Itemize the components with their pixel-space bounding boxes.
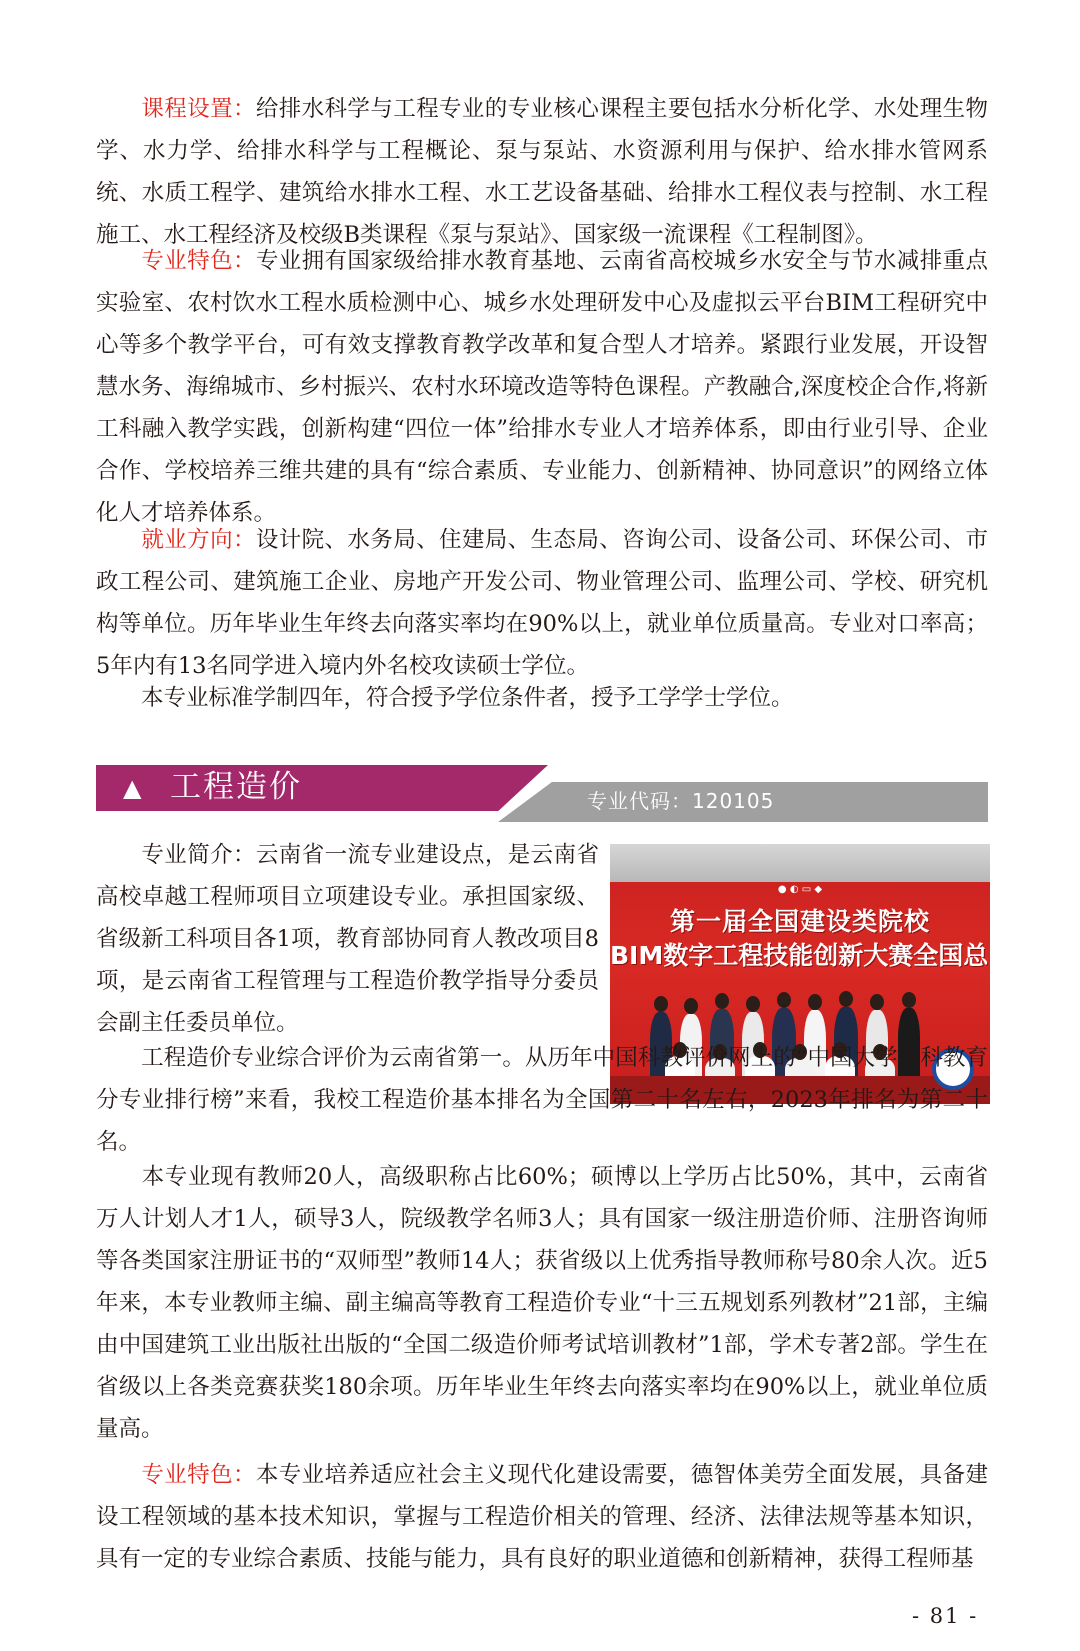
- text-degree: 本专业标准学制四年，符合授予学位条件者，授予工学学士学位。: [141, 685, 794, 711]
- text-ranking: 工程造价专业综合评价为云南省第一。从历年中国科教评价网上的“中国大学本科教育分专业排行榜”来看，我校工程造价基本排名为全国第二十名左右，2023年排名为第二十名。: [96, 1045, 988, 1155]
- label-cost-features: 专业特色：: [141, 1462, 256, 1488]
- photo-person-head: [746, 996, 760, 1012]
- paragraph-employment: [96, 519, 988, 687]
- paragraph-major-features: [96, 240, 988, 534]
- text-introduction: 专业简介：云南省一流专业建设点，是云南省高校卓越工程师项目立项建设专业。承担国家级、省级新工科项目各1项，教育部协同育人教改项目8项，是云南省工程管理与工程造价教学指导分委员会副主任委员单位。: [96, 842, 599, 1036]
- label-course-setup: 课程设置：: [141, 96, 256, 122]
- triangle-up-icon: ▲: [123, 774, 142, 802]
- page-number: - 81 -: [912, 1604, 979, 1628]
- photo-banner-line2: BIM数字工程技能创新大赛全国总: [610, 941, 989, 970]
- paragraph-ranking: [96, 1037, 988, 1163]
- photo-person-head: [715, 993, 729, 1009]
- photo-person-head: [902, 992, 916, 1008]
- major-code-text: 专业代码：120105: [587, 789, 775, 813]
- photo-person-head: [777, 992, 791, 1008]
- paragraph-faculty: [96, 1156, 988, 1450]
- section-title-banner: [96, 765, 548, 811]
- text-employment: 设计院、水务局、住建局、生态局、咨询公司、设备公司、环保公司、市政工程公司、建筑施工企业、房地产开发公司、物业管理公司、监理公司、学校、研究机构等单位。历年毕业生年终去向落实率均在90%以上，就业单位质量高。专业对口率高；5年内有13名同学进入境内外名校攻读硕士学位。: [96, 527, 988, 679]
- photo-person-head: [870, 994, 884, 1010]
- text-course-setup: 给排水科学与工程专业的专业核心课程主要包括水分析化学、水处理生物学、水力学、给排水科学与工程概论、泵与泵站、水资源利用与保护、给水排水管网系统、水质工程学、建筑给水排水工程、水工艺设备基础、给排水工程仪表与控制、水工程施工、水工程经济及校级B类课程《泵与泵站》、国家级一流课程《工程制图》。: [96, 96, 988, 248]
- paragraph-course-setup: [96, 88, 988, 256]
- paragraph-degree: [96, 677, 988, 719]
- photo-banner-line1: 第一届全国建设类院校: [669, 907, 930, 936]
- text-faculty: 本专业现有教师20人，高级职称占比60%；硕博以上学历占比50%，其中，云南省万人计划人才1人，硕导3人，院级教学名师3人；具有国家一级注册造价师、注册咨询师等各类国家注册证书的“双师型”教师14人；获省级以上优秀指导教师称号80余人次。近5年来，本专业教师主编、副主编高等教育工程造价专业“十三五规划系列教材”21部，主编由中国建筑工业出版社出版的“全国二级造价师考试培训教材”1部，学术专著2部。学生在省级以上各类竞赛获奖180余项。历年毕业生年终去向落实率均在90%以上，就业单位质量高。: [96, 1164, 988, 1442]
- paragraph-cost-features: [96, 1454, 988, 1580]
- photo-person-head: [808, 994, 822, 1010]
- photo-sponsor-logos: ● ◐ ▭ ◆: [777, 884, 823, 895]
- paragraph-introduction: [96, 834, 599, 1044]
- photo-ceiling: [610, 844, 990, 882]
- photo-person-head: [839, 991, 853, 1007]
- label-major-features: 专业特色：: [141, 248, 256, 274]
- text-cost-features: 本专业培养适应社会主义现代化建设需要，德智体美劳全面发展，具备建设工程领域的基本技术知识，掌握与工程造价相关的管理、经济、法律法规等基本知识，具有一定的专业综合素质、技能与能力，具有良好的职业道德和创新精神，获得工程师基: [96, 1462, 988, 1572]
- label-employment: 就业方向：: [141, 527, 256, 553]
- photo-person-head: [654, 996, 668, 1012]
- section-title: 工程造价: [170, 769, 302, 805]
- text-major-features: 专业拥有国家级给排水教育基地、云南省高校城乡水安全与节水减排重点实验室、农村饮水工程水质检测中心、城乡水处理研发中心及虚拟云平台BIM工程研究中心等多个教学平台，可有效支撑教育教学改革和复合型人才培养。紧跟行业发展，开设智慧水务、海绵城市、乡村振兴、农村水环境改造等特色课程。产教融合,深度校企合作,将新工科融入教学实践，创新构建“四位一体”给排水专业人才培养体系，即由行业引导、企业合作、学校培养三维共建的具有“综合素质、专业能力、创新精神、协同意识”的网络立体化人才培养体系。: [96, 248, 988, 526]
- photo-person-head: [684, 998, 698, 1014]
